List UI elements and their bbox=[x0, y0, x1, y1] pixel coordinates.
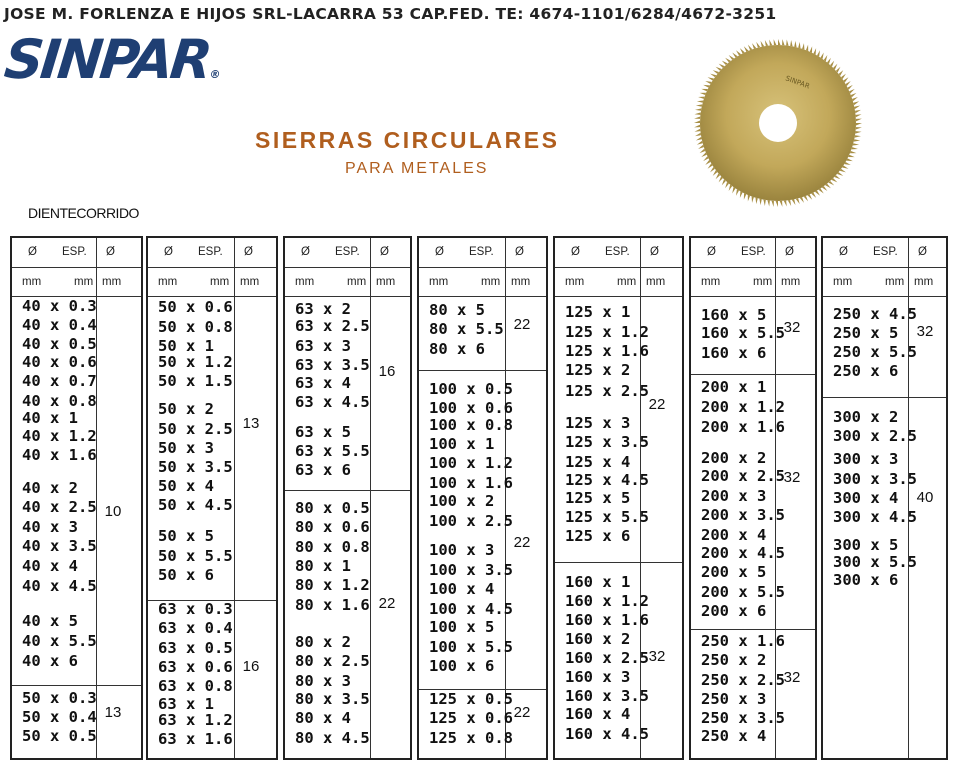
thickness-header: ESP. bbox=[335, 246, 360, 258]
size-row: 40 x 0.6 bbox=[22, 353, 97, 371]
size-row: 50 x 1 bbox=[158, 337, 214, 355]
column-divider bbox=[505, 238, 506, 758]
group-divider bbox=[823, 397, 946, 398]
size-row: 250 x 6 bbox=[833, 362, 899, 380]
group-divider bbox=[419, 370, 546, 371]
diameter-unit: mm bbox=[701, 276, 721, 288]
circular-saw-image bbox=[693, 38, 863, 208]
thickness-unit: mm bbox=[210, 276, 230, 288]
size-row: 125 x 0.5 bbox=[429, 690, 513, 708]
size-row: 80 x 3.5 bbox=[295, 690, 370, 708]
bore-header: Ø bbox=[380, 246, 389, 258]
size-row: 50 x 1.2 bbox=[158, 353, 233, 371]
size-row: 50 x 0.5 bbox=[22, 727, 97, 745]
size-row: 200 x 4.5 bbox=[701, 544, 785, 562]
size-row: 63 x 1.6 bbox=[158, 730, 233, 748]
size-row: 160 x 3 bbox=[565, 668, 631, 686]
size-row: 200 x 5.5 bbox=[701, 583, 785, 601]
bore-unit: mm bbox=[102, 276, 122, 288]
header-divider bbox=[691, 267, 815, 268]
bore-header: Ø bbox=[515, 246, 524, 258]
size-row: 50 x 6 bbox=[158, 566, 214, 584]
sinpar-logo bbox=[0, 30, 225, 105]
size-row: 300 x 2.5 bbox=[833, 427, 917, 445]
thickness-header: ESP. bbox=[741, 246, 766, 258]
size-row: 50 x 0.4 bbox=[22, 708, 97, 726]
size-row: 160 x 2.5 bbox=[565, 649, 649, 667]
size-row: 125 x 0.6 bbox=[429, 709, 513, 727]
size-row: 40 x 6 bbox=[22, 652, 78, 670]
size-row: 125 x 3 bbox=[565, 414, 631, 432]
size-table bbox=[689, 236, 817, 760]
size-row: 40 x 0.5 bbox=[22, 335, 97, 353]
size-row: 200 x 1.2 bbox=[701, 398, 785, 416]
size-row: 300 x 3 bbox=[833, 450, 899, 468]
size-row: 63 x 3.5 bbox=[295, 356, 370, 374]
group-divider bbox=[285, 490, 410, 491]
size-row: 125 x 1.2 bbox=[565, 323, 649, 341]
size-row: 40 x 5.5 bbox=[22, 632, 97, 650]
size-row: 250 x 4 bbox=[701, 727, 767, 745]
size-table bbox=[553, 236, 684, 760]
size-row: 300 x 4 bbox=[833, 489, 899, 507]
company-header: JOSE M. FORLENZA E HIJOS SRL-LACARRA 53 CAP.FED. TE: 4674-1101/6284/4672-3251 bbox=[4, 5, 777, 23]
size-row: 300 x 5.5 bbox=[833, 553, 917, 571]
size-row: 40 x 0.3 bbox=[22, 297, 97, 315]
bore-header: Ø bbox=[106, 246, 115, 258]
thickness-unit: mm bbox=[481, 276, 501, 288]
header-divider bbox=[12, 267, 141, 268]
size-row: 80 x 3 bbox=[295, 672, 351, 690]
size-row: 160 x 1.2 bbox=[565, 592, 649, 610]
size-row: 125 x 2 bbox=[565, 361, 631, 379]
size-row: 40 x 3 bbox=[22, 518, 78, 536]
bore-value: 16 bbox=[378, 363, 396, 380]
bore-unit: mm bbox=[914, 276, 934, 288]
thickness-header: ESP. bbox=[605, 246, 630, 258]
header-divider bbox=[555, 267, 682, 268]
size-row: 50 x 0.6 bbox=[158, 298, 233, 316]
thickness-header: ESP. bbox=[198, 246, 223, 258]
size-row: 100 x 3.5 bbox=[429, 561, 513, 579]
bore-value: 22 bbox=[648, 396, 666, 413]
diameter-unit: mm bbox=[833, 276, 853, 288]
bore-unit: mm bbox=[646, 276, 666, 288]
diameter-unit: mm bbox=[22, 276, 42, 288]
bore-value: 13 bbox=[242, 415, 260, 432]
bore-value: 10 bbox=[104, 503, 122, 520]
diameter-header: Ø bbox=[839, 246, 848, 258]
size-row: 160 x 3.5 bbox=[565, 687, 649, 705]
size-row: 63 x 0.3 bbox=[158, 600, 233, 618]
size-row: 80 x 5 bbox=[429, 301, 485, 319]
bore-value: 22 bbox=[513, 534, 531, 551]
header-divider bbox=[691, 296, 815, 297]
bore-unit: mm bbox=[781, 276, 801, 288]
size-row: 100 x 5.5 bbox=[429, 638, 513, 656]
group-divider bbox=[555, 562, 682, 563]
size-row: 100 x 3 bbox=[429, 541, 495, 559]
size-row: 63 x 2.5 bbox=[295, 317, 370, 335]
header-divider bbox=[285, 296, 410, 297]
bore-header: Ø bbox=[785, 246, 794, 258]
size-row: 50 x 1.5 bbox=[158, 372, 233, 390]
size-row: 125 x 4.5 bbox=[565, 471, 649, 489]
size-row: 125 x 6 bbox=[565, 527, 631, 545]
size-row: 63 x 0.4 bbox=[158, 619, 233, 637]
size-row: 63 x 1 bbox=[158, 695, 214, 713]
size-row: 125 x 1.6 bbox=[565, 342, 649, 360]
size-row: 40 x 5 bbox=[22, 612, 78, 630]
thickness-unit: mm bbox=[753, 276, 773, 288]
size-row: 40 x 0.4 bbox=[22, 316, 97, 334]
size-row: 300 x 6 bbox=[833, 571, 899, 589]
size-row: 125 x 1 bbox=[565, 303, 631, 321]
size-row: 40 x 1 bbox=[22, 409, 78, 427]
size-row: 200 x 6 bbox=[701, 602, 767, 620]
size-row: 200 x 2 bbox=[701, 449, 767, 467]
thickness-unit: mm bbox=[74, 276, 94, 288]
size-row: 50 x 4.5 bbox=[158, 496, 233, 514]
size-row: 50 x 3 bbox=[158, 439, 214, 457]
size-row: 80 x 5.5 bbox=[429, 320, 504, 338]
size-row: 250 x 2 bbox=[701, 651, 767, 669]
size-row: 300 x 2 bbox=[833, 408, 899, 426]
thickness-unit: mm bbox=[617, 276, 637, 288]
size-row: 250 x 5.5 bbox=[833, 343, 917, 361]
size-row: 100 x 2.5 bbox=[429, 512, 513, 530]
size-row: 80 x 2 bbox=[295, 633, 351, 651]
size-row: 80 x 0.5 bbox=[295, 499, 370, 517]
size-row: 160 x 6 bbox=[701, 344, 767, 362]
size-row: 200 x 1.6 bbox=[701, 418, 785, 436]
diameter-header: Ø bbox=[571, 246, 580, 258]
bore-unit: mm bbox=[240, 276, 260, 288]
size-row: 63 x 2 bbox=[295, 300, 351, 318]
bore-header: Ø bbox=[918, 246, 927, 258]
bore-value: 40 bbox=[916, 489, 934, 506]
header-divider bbox=[823, 296, 946, 297]
size-row: 40 x 0.7 bbox=[22, 372, 97, 390]
bore-value: 32 bbox=[783, 469, 801, 486]
bore-value: 13 bbox=[104, 704, 122, 721]
bore-value: 32 bbox=[783, 319, 801, 336]
size-row: 50 x 0.8 bbox=[158, 318, 233, 336]
size-row: 80 x 0.8 bbox=[295, 538, 370, 556]
size-row: 80 x 6 bbox=[429, 340, 485, 358]
size-row: 50 x 0.3 bbox=[22, 689, 97, 707]
size-row: 125 x 0.8 bbox=[429, 729, 513, 747]
size-row: 40 x 0.8 bbox=[22, 392, 97, 410]
size-row: 63 x 5 bbox=[295, 423, 351, 441]
tooth-type-label: DIENTECORRIDO bbox=[28, 205, 139, 221]
column-divider bbox=[370, 238, 371, 758]
size-row: 250 x 5 bbox=[833, 324, 899, 342]
size-row: 125 x 5 bbox=[565, 489, 631, 507]
size-table bbox=[10, 236, 143, 760]
thickness-unit: mm bbox=[347, 276, 367, 288]
size-row: 40 x 3.5 bbox=[22, 537, 97, 555]
diameter-unit: mm bbox=[429, 276, 449, 288]
bore-header: Ø bbox=[244, 246, 253, 258]
size-row: 63 x 4.5 bbox=[295, 393, 370, 411]
size-row: 40 x 1.2 bbox=[22, 427, 97, 445]
diameter-unit: mm bbox=[565, 276, 585, 288]
disc-brand-label: SINPAR bbox=[784, 74, 811, 91]
diameter-header: Ø bbox=[707, 246, 716, 258]
header-divider bbox=[419, 296, 546, 297]
size-row: 100 x 2 bbox=[429, 492, 495, 510]
size-row: 80 x 1 bbox=[295, 557, 351, 575]
size-row: 50 x 5 bbox=[158, 527, 214, 545]
size-row: 40 x 2.5 bbox=[22, 498, 97, 516]
size-row: 250 x 1.6 bbox=[701, 632, 785, 650]
size-row: 125 x 4 bbox=[565, 453, 631, 471]
bore-unit: mm bbox=[376, 276, 396, 288]
size-row: 100 x 1.6 bbox=[429, 474, 513, 492]
size-row: 160 x 4 bbox=[565, 705, 631, 723]
size-row: 50 x 2 bbox=[158, 400, 214, 418]
size-row: 200 x 5 bbox=[701, 563, 767, 581]
size-row: 250 x 3 bbox=[701, 690, 767, 708]
size-row: 50 x 2.5 bbox=[158, 420, 233, 438]
size-row: 50 x 4 bbox=[158, 477, 214, 495]
size-row: 100 x 1.2 bbox=[429, 454, 513, 472]
size-row: 100 x 4 bbox=[429, 580, 495, 598]
size-row: 200 x 1 bbox=[701, 378, 767, 396]
thickness-header: ESP. bbox=[62, 246, 87, 258]
diameter-unit: mm bbox=[158, 276, 178, 288]
size-row: 125 x 2.5 bbox=[565, 382, 649, 400]
size-row: 200 x 3 bbox=[701, 487, 767, 505]
size-row: 63 x 3 bbox=[295, 337, 351, 355]
size-row: 160 x 2 bbox=[565, 630, 631, 648]
bore-value: 22 bbox=[513, 316, 531, 333]
size-row: 80 x 2.5 bbox=[295, 652, 370, 670]
size-row: 160 x 5.5 bbox=[701, 324, 785, 342]
group-divider bbox=[691, 374, 815, 375]
size-row: 100 x 6 bbox=[429, 657, 495, 675]
header-divider bbox=[555, 296, 682, 297]
size-row: 200 x 3.5 bbox=[701, 506, 785, 524]
size-row: 40 x 1.6 bbox=[22, 446, 97, 464]
size-row: 100 x 0.5 bbox=[429, 380, 513, 398]
group-divider bbox=[691, 629, 815, 630]
logo-text: SINPAR bbox=[1, 28, 213, 91]
group-divider bbox=[12, 685, 141, 686]
bore-value: 32 bbox=[648, 648, 666, 665]
size-row: 63 x 4 bbox=[295, 374, 351, 392]
diameter-header: Ø bbox=[435, 246, 444, 258]
size-row: 160 x 4.5 bbox=[565, 725, 649, 743]
size-row: 63 x 0.8 bbox=[158, 677, 233, 695]
diameter-header: Ø bbox=[28, 246, 37, 258]
bore-value: 32 bbox=[916, 323, 934, 340]
size-table bbox=[283, 236, 412, 760]
thickness-unit: mm bbox=[885, 276, 905, 288]
size-table bbox=[146, 236, 278, 760]
size-table bbox=[821, 236, 948, 760]
size-row: 100 x 4.5 bbox=[429, 600, 513, 618]
size-row: 80 x 4.5 bbox=[295, 729, 370, 747]
bore-value: 16 bbox=[242, 658, 260, 675]
header-divider bbox=[148, 267, 276, 268]
size-row: 63 x 0.5 bbox=[158, 639, 233, 657]
header-divider bbox=[285, 267, 410, 268]
diameter-unit: mm bbox=[295, 276, 315, 288]
thickness-header: ESP. bbox=[873, 246, 898, 258]
header-divider bbox=[823, 267, 946, 268]
size-row: 200 x 2.5 bbox=[701, 467, 785, 485]
size-row: 300 x 3.5 bbox=[833, 470, 917, 488]
size-row: 40 x 4.5 bbox=[22, 577, 97, 595]
size-row: 50 x 3.5 bbox=[158, 458, 233, 476]
size-row: 125 x 5.5 bbox=[565, 508, 649, 526]
size-row: 40 x 2 bbox=[22, 479, 78, 497]
size-row: 100 x 0.6 bbox=[429, 399, 513, 417]
size-row: 100 x 1 bbox=[429, 435, 495, 453]
size-row: 100 x 0.8 bbox=[429, 416, 513, 434]
size-row: 63 x 0.6 bbox=[158, 658, 233, 676]
size-row: 80 x 4 bbox=[295, 709, 351, 727]
size-row: 250 x 4.5 bbox=[833, 305, 917, 323]
size-row: 250 x 2.5 bbox=[701, 671, 785, 689]
size-row: 300 x 5 bbox=[833, 536, 899, 554]
size-row: 100 x 5 bbox=[429, 618, 495, 636]
size-row: 80 x 0.6 bbox=[295, 518, 370, 536]
thickness-header: ESP. bbox=[469, 246, 494, 258]
size-row: 300 x 4.5 bbox=[833, 508, 917, 526]
size-row: 160 x 1.6 bbox=[565, 611, 649, 629]
size-table bbox=[417, 236, 548, 760]
diameter-header: Ø bbox=[301, 246, 310, 258]
size-row: 80 x 1.6 bbox=[295, 596, 370, 614]
registered-mark: ® bbox=[208, 68, 222, 81]
bore-header: Ø bbox=[650, 246, 659, 258]
bore-value: 32 bbox=[783, 669, 801, 686]
bore-unit: mm bbox=[511, 276, 531, 288]
size-row: 63 x 1.2 bbox=[158, 711, 233, 729]
size-row: 50 x 5.5 bbox=[158, 547, 233, 565]
size-row: 200 x 4 bbox=[701, 526, 767, 544]
size-row: 80 x 1.2 bbox=[295, 576, 370, 594]
bore-value: 22 bbox=[513, 704, 531, 721]
size-row: 160 x 5 bbox=[701, 306, 767, 324]
page-title: SIERRAS CIRCULARES bbox=[255, 127, 560, 153]
size-row: 63 x 5.5 bbox=[295, 442, 370, 460]
size-row: 63 x 6 bbox=[295, 461, 351, 479]
size-row: 250 x 3.5 bbox=[701, 709, 785, 727]
size-row: 125 x 3.5 bbox=[565, 433, 649, 451]
page-subtitle: PARA METALES bbox=[345, 160, 489, 177]
header-divider bbox=[419, 267, 546, 268]
size-row: 160 x 1 bbox=[565, 573, 631, 591]
column-divider bbox=[640, 238, 641, 758]
diameter-header: Ø bbox=[164, 246, 173, 258]
size-row: 40 x 4 bbox=[22, 557, 78, 575]
bore-value: 22 bbox=[378, 595, 396, 612]
column-divider bbox=[234, 238, 235, 758]
header-divider bbox=[148, 296, 276, 297]
